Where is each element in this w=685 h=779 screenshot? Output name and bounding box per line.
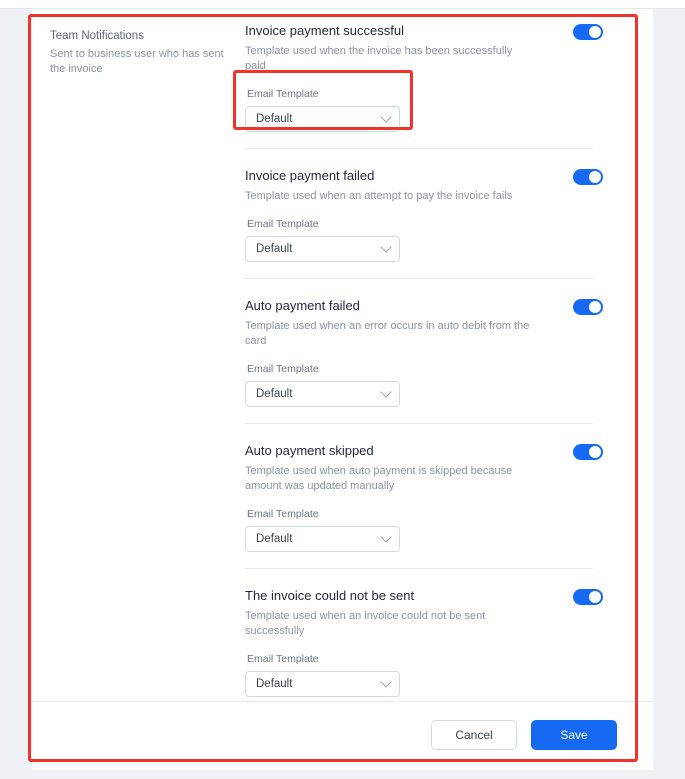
chevron-down-icon bbox=[380, 111, 391, 122]
list-item bbox=[245, 23, 615, 148]
chevron-down-icon bbox=[380, 676, 391, 687]
email-template-field bbox=[245, 218, 615, 262]
email-template-field bbox=[245, 88, 615, 132]
toggle-knob bbox=[589, 26, 601, 38]
toggle-knob bbox=[589, 446, 601, 458]
section-header bbox=[50, 29, 235, 77]
notification-header bbox=[245, 443, 615, 494]
cancel-button[interactable]: Cancel bbox=[431, 720, 517, 750]
email-template-label: Email Template bbox=[247, 88, 319, 100]
save-button[interactable]: Save bbox=[531, 720, 617, 750]
notification-list bbox=[245, 23, 615, 713]
chevron-down-icon bbox=[380, 241, 391, 252]
notification-title: Auto payment failed bbox=[245, 298, 360, 313]
chevron-down-icon bbox=[380, 531, 391, 542]
email-template-label: Email Template bbox=[247, 218, 319, 230]
email-template-select[interactable] bbox=[245, 526, 400, 552]
notification-toggle[interactable] bbox=[573, 169, 603, 185]
email-template-value: Default bbox=[256, 113, 293, 125]
top-strip bbox=[0, 0, 685, 9]
email-template-value: Default bbox=[256, 533, 293, 545]
notification-header bbox=[245, 23, 615, 74]
notification-title: Auto payment skipped bbox=[245, 443, 374, 458]
section-title: Team Notifications bbox=[50, 30, 144, 42]
notification-title: Invoice payment successful bbox=[245, 23, 404, 38]
email-template-select[interactable] bbox=[245, 236, 400, 262]
email-template-select[interactable] bbox=[245, 106, 400, 132]
notification-title: Invoice payment failed bbox=[245, 168, 375, 183]
list-item bbox=[245, 278, 615, 423]
email-template-value: Default bbox=[256, 388, 293, 400]
notification-toggle[interactable] bbox=[573, 444, 603, 460]
notification-description: Template used when an error occurs in auto debit from the card bbox=[245, 320, 530, 347]
email-template-value: Default bbox=[256, 243, 293, 255]
list-item bbox=[245, 423, 615, 568]
notification-header bbox=[245, 588, 615, 639]
email-template-select[interactable] bbox=[245, 381, 400, 407]
notification-title: The invoice could not be sent bbox=[245, 588, 415, 603]
notification-description: Template used when auto payment is skipped because amount was updated manually bbox=[245, 465, 513, 492]
email-template-select[interactable] bbox=[245, 671, 400, 697]
email-template-label: Email Template bbox=[247, 508, 319, 520]
email-template-label: Email Template bbox=[247, 653, 319, 665]
section-description: Sent to business user who has sent the invoice bbox=[50, 48, 224, 75]
notification-description: Template used when an attempt to pay the invoice fails bbox=[245, 190, 513, 202]
form-footer bbox=[32, 701, 653, 770]
notification-header bbox=[245, 298, 615, 349]
notification-description: Template used when the invoice has been successfully paid bbox=[245, 45, 513, 72]
settings-card bbox=[32, 9, 653, 770]
notification-description: Template used when an invoice could not be sent successfully bbox=[245, 610, 486, 637]
footer-actions bbox=[431, 720, 617, 750]
list-item bbox=[245, 568, 615, 713]
toggle-knob bbox=[589, 171, 601, 183]
toggle-knob bbox=[589, 591, 601, 603]
list-item bbox=[245, 148, 615, 278]
email-template-field bbox=[245, 508, 615, 552]
email-template-value: Default bbox=[256, 678, 293, 690]
notification-toggle[interactable] bbox=[573, 299, 603, 315]
notification-toggle[interactable] bbox=[573, 589, 603, 605]
email-template-field bbox=[245, 653, 615, 697]
toggle-knob bbox=[589, 301, 601, 313]
notification-toggle[interactable] bbox=[573, 24, 603, 40]
chevron-down-icon bbox=[380, 386, 391, 397]
notification-header bbox=[245, 168, 615, 204]
email-template-label: Email Template bbox=[247, 363, 319, 375]
email-template-field bbox=[245, 363, 615, 407]
